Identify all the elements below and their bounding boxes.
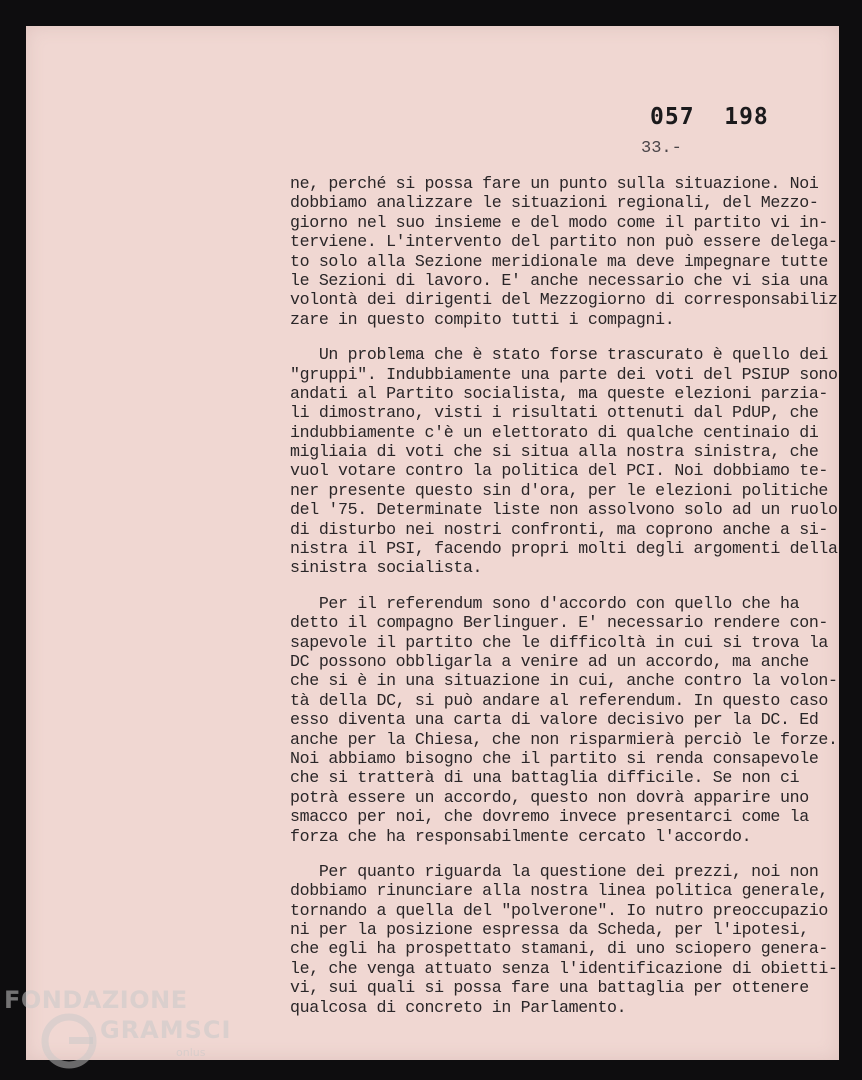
text-line: che egli ha prospettato stamani, di uno sciopero genera- [290, 939, 829, 959]
text-line: Per quanto riguarda la questione dei prezzi, noi non [290, 861, 819, 881]
archive-number: 057 198 [650, 104, 769, 130]
text-line: Un problema che è stato forse trascurato è quello dei [290, 345, 829, 365]
text-line: migliaia di voti che si situa alla nostra sinistra, che [290, 442, 819, 462]
text-line: le, che venga attuato senza l'identificazione di obietti- [290, 958, 838, 978]
paragraph [290, 345, 860, 578]
text-line: zare in questo compito tutti i compagni. [290, 309, 675, 329]
text-line: ni per la posizione espressa da Scheda, per l'ipotesi, [290, 920, 809, 940]
text-line: "gruppi". Indubbiamente una parte dei voti del PSIUP sono [290, 364, 838, 384]
text-line: tà della DC, si può andare al referendum. In questo caso [290, 690, 829, 710]
watermark-line-1: FONDAZIONE [4, 986, 188, 1014]
text-line: vi, sui quali si possa fare una battaglia per ottenere [290, 978, 809, 998]
text-line: giorno nel suo insieme e del modo come il partito vi in- [290, 212, 829, 232]
text-line: nistra il PSI, facendo propri molti degli argomenti della [290, 539, 838, 559]
typewritten-body [290, 174, 860, 1017]
text-line: potrà essere un accordo, questo non dovrà apparire uno [290, 787, 809, 807]
text-line: dobbiamo analizzare le situazioni regionali, del Mezzo- [290, 193, 819, 213]
text-line: DC possono obbligarla a venire ad un accordo, ma anche [290, 651, 809, 671]
text-line: di disturbo nei nostri confronti, ma coprono anche a si- [290, 519, 829, 539]
text-line: andati al Partito socialista, ma queste elezioni parzia- [290, 383, 829, 403]
text-line: Per il referendum sono d'accordo con quello che ha [290, 593, 800, 613]
text-line: volontà dei dirigenti del Mezzogiorno di corresponsabiliz [290, 290, 838, 310]
text-line: tornando a quella del "polverone". Io nutro preoccupazio [290, 900, 829, 920]
text-line: qualcosa di concreto in Parlamento. [290, 997, 627, 1017]
text-line: smacco per noi, che dovremo invece presentarci come la [290, 807, 809, 827]
text-line: forza che ha responsabilmente cercato l'accordo. [290, 826, 752, 846]
text-line: del '75. Determinate liste non assolvono solo ad un ruolo [290, 500, 838, 520]
watermark-line-2: GRAMSCI [100, 1016, 232, 1044]
paragraph [290, 174, 860, 329]
text-line: detto il compagno Berlinguer. E' necessario rendere con- [290, 613, 829, 633]
text-line: che si tratterà di una battaglia difficile. Se non ci [290, 768, 800, 788]
paragraph-gap [290, 578, 860, 594]
text-line: to solo alla Sezione meridionale ma deve impegnare tutte [290, 251, 829, 271]
g-logo-icon [38, 1010, 100, 1072]
paragraph-gap [290, 846, 860, 862]
text-line: indubbiamente c'è un elettorato di qualche centinaio di [290, 422, 819, 442]
text-line: Noi abbiamo bisogno che il partito si renda consapevole [290, 748, 819, 768]
text-line: che si è in una situazione in cui, anche contro la volon- [290, 671, 838, 691]
text-line: vuol votare contro la politica del PCI. Noi dobbiamo te- [290, 461, 829, 481]
text-line: terviene. L'intervento del partito non può essere delega- [290, 232, 838, 252]
text-line: sapevole il partito che le difficoltà in cui si trova la [290, 632, 829, 652]
paragraph-gap [290, 329, 860, 345]
text-line: dobbiamo rinunciare alla nostra linea politica generale, [290, 881, 829, 901]
text-line: sinistra socialista. [290, 558, 483, 578]
text-line: le Sezioni di lavoro. E' anche necessario che vi sia una [290, 270, 829, 290]
text-line: anche per la Chiesa, che non risparmierà perciò le forze. [290, 729, 838, 749]
text-line: esso diventa una carta di valore decisivo per la DC. Ed [290, 710, 819, 730]
document-page [26, 26, 839, 1060]
text-line: li dimostrano, visti i risultati ottenuti dal PdUP, che [290, 403, 819, 423]
page-number: 33.- [641, 139, 682, 158]
paragraph [290, 594, 860, 846]
fondazione-gramsci-watermark [4, 986, 232, 1070]
watermark-line-3: onlus [176, 1046, 206, 1059]
paragraph [290, 862, 860, 1017]
text-line: ner presente questo sin d'ora, per le elezioni politiche [290, 480, 829, 500]
text-line: ne, perché si possa fare un punto sulla situazione. Noi [290, 174, 819, 193]
